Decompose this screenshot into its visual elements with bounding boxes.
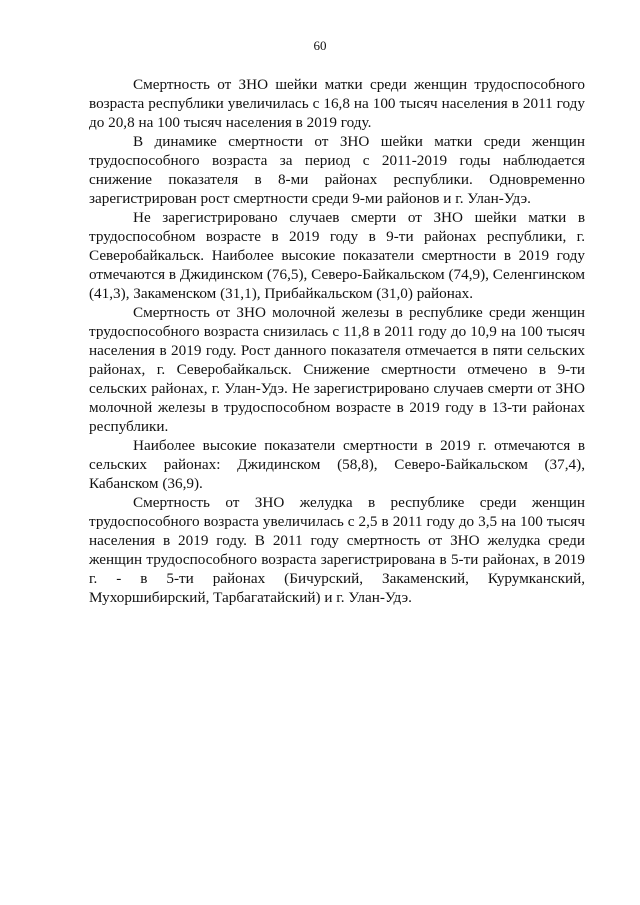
paragraph-cervical-cancer-dynamics: В динамике смертности от ЗНО шейки матки среди женщин трудоспособного возраста за период с 2011-2019 годы наблюдается снижение показателя в 8-ми районах республики. Одновременно зарегистрирован рост смертности среди 9-ми районов и г. Улан-Удэ.: [89, 133, 585, 207]
paragraph-cervical-cancer-districts: Не зарегистрировано случаев смерти от ЗНО шейки матки в трудоспособном возрасте в 2019 году в 9-ти районах республики, г. Северобайкальск. Наиболее высокие показатели смертности в 2019 году отмечаются в Джидинском (76,5), Северо-Байкальском (74,9), Селенгинском (41,3), Закаменском (31,1), Прибайкальском (31,0) районах.: [89, 209, 585, 302]
page-number: 60: [313, 38, 327, 53]
paragraph-stomach-cancer-mortality: Смертность от ЗНО желудка в республике среди женщин трудоспособного возраста увеличилась с 2,5 в 2011 году до 3,5 на 100 тысяч населения в 2019 году. В 2011 году смертность от ЗНО желудка среди женщин трудоспособного возраста зарегистрирована в 5-ти районах, в 2019 г. - в 5-ти районах (Бичурский, Закаменский, Курумканский, Мухоршибирский, Тарбагатайский) и г. Улан-Удэ.: [89, 494, 585, 606]
paragraph-breast-cancer-mortality: Смертность от ЗНО молочной железы в республике среди женщин трудоспособного возраста снизилась с 11,8 в 2011 году до 10,9 на 100 тысяч населения в 2019 году. Рост данного показателя отмечается в пяти сельских районах, г. Северобайкальск. Снижение смертности отмечено в 9-ти сельских районах, г. Улан-Удэ. Не зарегистрировано случаев смерти от ЗНО молочной железы в трудоспособном возрасте в 2019 году в 13-ти районах республики.: [89, 304, 585, 435]
document-body: [89, 75, 585, 607]
paragraph-cervical-cancer-mortality: Смертность от ЗНО шейки матки среди женщин трудоспособного возраста республики увеличилась с 16,8 на 100 тысяч населения в 2011 году до 20,8 на 100 тысяч населения в 2019 году.: [89, 76, 585, 131]
paragraph-breast-cancer-highest-rates: Наиболее высокие показатели смертности в 2019 г. отмечаются в сельских районах: Джидинском (58,8), Северо-Байкальском (37,4), Кабанском (36,9).: [89, 437, 585, 492]
